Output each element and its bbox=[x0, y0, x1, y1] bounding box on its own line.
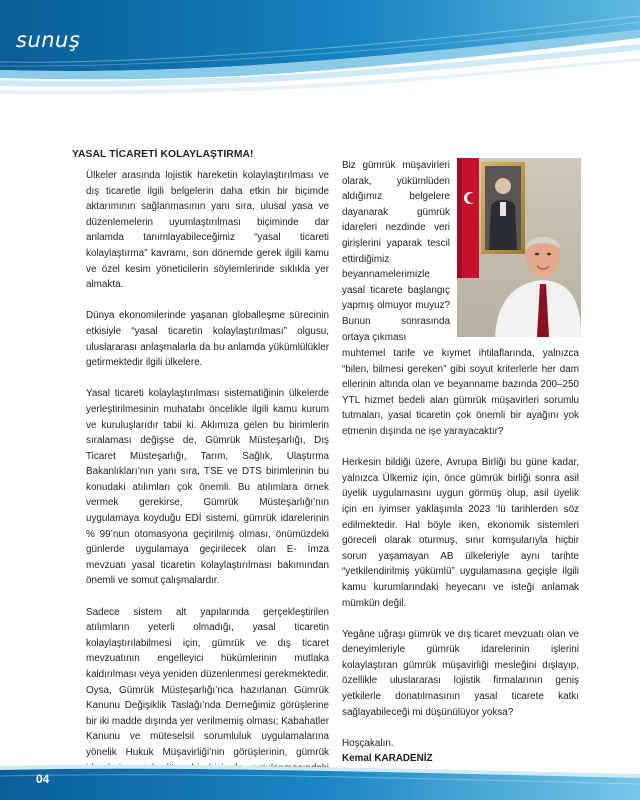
paragraph: Yasal ticareti kolaylaştırılması sistematiğinin ülkelerde yerleştirilmesinin muhatabı öncelikle ilgili kamu kurum ve kuruluşlarıdır tabii ki. Aklımıza gelen bu birimlerin sıralaması değişse de, Gümrük Müsteşarlığı, Dış Ticaret Müsteşarlığı, Tarım, Sağlık, Ulaştırma Bakanlıkları’nın yanı sıra, TSE ve DTS birimlerinin bu konudaki atılımları çok önemli. Bu atılımlara örnek vermek gerekirse, Gümrük Müsteşarlığı’nın uygulamaya koyduğu EDİ sistemi, gümrük idarelerinin % 99’nun otomasyona geçirilmiş olması, önümüzdeki günlerde uygulamaya geçirilecek olan E- İmza mevzuatı yasal ticaretin kolaylaştırılması bakımından önemli ve somut çalışmalardır. bbox=[86, 388, 329, 587]
paragraph: Yegâne uğraşı gümrük ve dış ticaret mevzuatı olan ve deneyimleriyle gümrük idarelerinin işlerini kolaylaştıran gümrük müşavirliği mesleğini dışlayıp, özellikle uluslararası lojistik firmalarının geniş yetkilerle donatılmasının yasal ticarete katkı sağlayabileceği mi düşünülüyor yoksa? bbox=[342, 628, 579, 718]
closing-text: Hoşçakalın. bbox=[342, 737, 394, 749]
footer-wave-graphic bbox=[0, 760, 640, 800]
paragraph: Herkesin bildiği üzere, Avrupa Birliği bu güne kadar, yalnızca Ülkemiz için, önce gümrük birliği sonra asil üyelik uygulamasını uygun görmüş olup, asil üyelik için en iyimser yaklaşımla 2023 ‘lü tarihlerden söz edilmektedir. Hal böyle iken, ekonomik sistemleri göreceli olarak oturmuş, sınır komşularıyla hiçbir sorun yaşamayan AB ülkeleriyle aynı tarihte “yetkilendirilmiş yükümlü” uygulamasına geçişle ilgili kamu kurumlarındaki heyecanı ve isteği anlamak mümkün değil. bbox=[342, 457, 579, 609]
paragraph: muhtemel tarife ve kıymet ihtilaflarında, yalnızca “bilen, bilmesi gereken” gibi soyut kriterlerle her dam ellerinin altında olan ve beyanname bazında 200–250 YTL hizmet bedeli alan gümrük müşavirleri sorumlu tutmaları, yasal ticaretin çok önemli bir ayağını yok etmenin dışında ne işe yarayacaktır? bbox=[342, 348, 579, 437]
author-name: Kemal KARADENİZ bbox=[342, 753, 433, 765]
author-photo bbox=[457, 158, 581, 337]
article-heading: YASAL TİCARETİ KOLAYLAŞTIRMA! bbox=[72, 149, 254, 160]
section-title: sunuş bbox=[16, 28, 81, 52]
right-column-bottom bbox=[342, 346, 579, 783]
right-column-top bbox=[342, 158, 450, 361]
author-portrait-image bbox=[457, 158, 581, 337]
paragraph: Sadece sistem alt yapılarında gerçekleştirilen atılımların yeterli olmadığı, yasal ticaretin kolaylaştırılabilmesi için, gümrük ve dış ticaret mevzuatının engelleyici hükümlerinin mutlaka kaldırılması veya yeniden düzenlenmesi gerekmektedir. Oysa, Gümrük Müsteşarlığı’nca hazırlanan Gümrük Kanunu Değişiklik Taslağı’nda Derneğimiz görüşlerine bir iki madde dışında yer verilmemiş olması; Kabahatler Kanunu ve müteselsil sorumluluk uygulamalarına yönelik Hukuk Müşavirliği’nin görüşlerinin, gümrük bbox=[86, 606, 329, 758]
paragraph: Biz gümrük müşavirleri olarak, yükümlüden aldığımız belgelere dayanarak gümrük idareleri nezdinde veri girişlerini yaparak tescil ettirdiğimiz beyannamelerimizle yasal ticarete başlangıç yapmış olmuyor muyuz? Bunun sonrasında ortaya çıkması bbox=[342, 160, 450, 343]
paragraph: Ülkeler arasında lojistik hareketin kolaylaştırılması ve dış ticaretle ilgili belgelerin daha etkin bir biçimde aktarımının sağlanmasının yanı sıra, ulusal yasa ve düzenlemelerin uyumlaştırılması biçiminde dar anlamda tanımlayabileceğimiz “yasal ticareti kolaylaştırma” kavramı, son dönemde gerek ilgili kamu ve özel kesim yöneticilerin söylemlerinde sıklıkla yer almakta. bbox=[86, 170, 329, 291]
paragraph: Dünya ekonomilerinde yaşanan globalleşme sürecinin etkisiyle “yasal ticaretin kolaylaştırılması” olgusu, uluslararası anlaşmalarla da bu anlamda yükümlülükler getirmektedir ilgili ülkelere. bbox=[86, 310, 329, 369]
page-number: 04 bbox=[36, 772, 50, 786]
header-banner bbox=[0, 0, 640, 100]
left-column bbox=[86, 168, 329, 800]
footer-banner bbox=[0, 760, 640, 800]
header-wave-graphic bbox=[0, 0, 640, 100]
